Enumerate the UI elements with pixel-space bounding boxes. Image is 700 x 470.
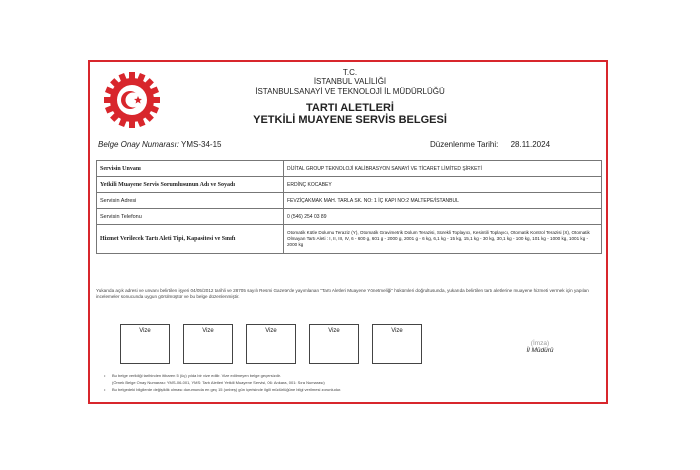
vize-box: Vize <box>183 324 233 364</box>
issue-date-label: Düzenlenme Tarihi: <box>430 140 499 149</box>
row-value: Otomatik Kütle Dolumu Teraziz (Y), Otomatik Gravimetrik Dolum Terazisi, Sürekli Toplayıcı, Kesintili Toplayıcı, Otomatik Kontrol Terazisi (X), Otomatik Olmayan Tartı Aleti : I, II, III, IV, 6 - 600 g, 601 g - 2000 g, 2001 g - 6 kg, 6,1 kg - 15 kg, 15,1 kg - 30 kg, 30,1 kg - 100 kg, 101 kg - 1000 kg, 1001 kg - 2000 kg <box>284 225 602 254</box>
footer-note: • Bu belgedeki bilgilerde değişiklik olması durumunda en geç 15 (onbeş) gün içerisinde ilgili müdürlüğüne bilgi verilmesi zorunludur. <box>104 387 342 392</box>
header-tc: T.C. <box>342 68 358 77</box>
issue-date <box>430 140 550 149</box>
row-key: Servisin Telefonu <box>97 209 284 225</box>
issue-date-value: 28.11.2024 <box>510 140 551 149</box>
signature-placeholder: (İmza) <box>530 340 550 347</box>
row-value: ERDİNÇ KOCABEY <box>284 177 602 193</box>
row-key: Servisin Unvanı <box>97 161 284 177</box>
header-governorship: İSTANBUL VALİLİĞİ <box>313 77 387 86</box>
certificate-title-2: YETKİLİ MUAYENE SERVİS BELGESİ <box>253 114 447 126</box>
row-value: FEVZİÇAKMAK MAH. TARLA SK. NO: 1 İÇ KAPI NO:2 MALTEPE/İSTANBUL <box>284 193 602 209</box>
row-key: Hizmet Verilecek Tartı Aleti Tipi, Kapasitesi ve Sınıfı <box>97 225 284 254</box>
certificate <box>88 60 608 404</box>
approval-label: Belge Onay Numarası: <box>98 140 179 149</box>
footer-note: • Bu belge verildiği tarihinden itibaren 5 (üç) yılda bir vize edilir. Vize edilmeyen belge geçersizdir. <box>104 373 281 378</box>
vize-box: Vize <box>120 324 170 364</box>
vize-box: Vize <box>246 324 296 364</box>
header-directorate: İSTANBULSANAYİ VE TEKNOLOJİ İL MÜDÜRLÜĞÜ <box>255 87 445 96</box>
row-key: Yetkili Muayene Servis Sorumlusunun Adı ve Soyadı <box>97 177 284 193</box>
signature-title: İl Müdürü <box>526 347 554 354</box>
table-row <box>97 209 602 225</box>
approval-value: YMS-34-15 <box>181 140 222 149</box>
legal-note: Yukarıda açık adresi ve unvanı belirtilen işyeri 04/05/2012 tarihli ve 28705 sayılı Resmi Gazete'de yayımlanan "Tartı Aletleri Muayene Yönetmeliği" hükümleri doğrultusunda, yukarıda belirtilen tartı aletlerine muayene hizmeti vermek için yapılan incelemeler sonucunda uygun görülmüştür ve bu belge düzenlenmiştir. <box>96 288 589 299</box>
row-key: Servisin Adresi <box>97 193 284 209</box>
certificate-title-1: TARTI ALETLERİ <box>306 102 394 114</box>
table-row <box>97 177 602 193</box>
table-row <box>97 161 602 177</box>
table-row <box>97 225 602 254</box>
ministry-gear-logo-icon <box>102 70 162 130</box>
signature-block <box>510 340 570 354</box>
info-table <box>96 160 602 254</box>
footer-notes <box>104 372 594 393</box>
row-value: DİJİTAL GROUP TEKNOLOJİ KALİBRASYON SANAYİ VE TİCARET LİMİTED ŞİRKETİ <box>284 161 602 177</box>
table-row <box>97 193 602 209</box>
row-value: 0 (546) 254 03 89 <box>284 209 602 225</box>
vize-box: Vize <box>372 324 422 364</box>
vize-box: Vize <box>309 324 359 364</box>
approval-number <box>98 140 221 149</box>
footer-note: (Örnek Belge Onay Numarası: YMS-06-001, YMS: Tartı Aletleri Yetkili Muayene Servisi, 06: Ankara, 001: Sıra Numarası) <box>112 380 325 385</box>
